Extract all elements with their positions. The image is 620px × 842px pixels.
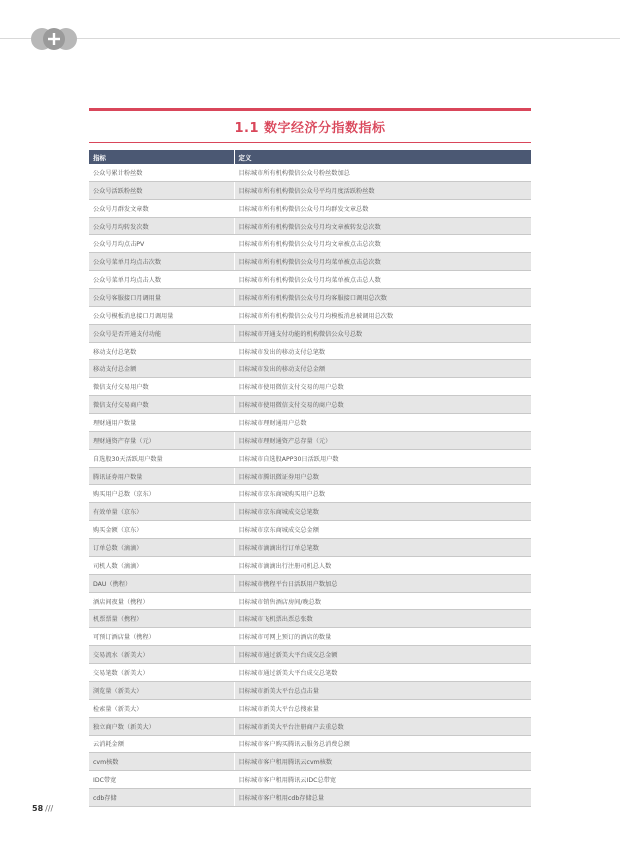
indicator-cell: IDC带宽 — [89, 771, 234, 789]
indicator-cell: 浏览量（新美大） — [89, 681, 234, 699]
definition-cell: 目标城市理财通用户总数 — [234, 414, 531, 432]
indicator-cell: 交易笔数（新美大） — [89, 664, 234, 682]
definition-cell: 目标城市所有机构微信公众号月均客服接口调用总次数 — [234, 289, 531, 307]
indicator-cell: 公众号月均点击PV — [89, 235, 234, 253]
definition-cell: 目标城市可网上预订的酒店的数量 — [234, 628, 531, 646]
table-row — [89, 664, 531, 682]
definition-cell: 目标城市新美大平台总点击量 — [234, 681, 531, 699]
table-row — [89, 628, 531, 646]
indicator-cell: 机票票量（携程） — [89, 610, 234, 628]
table-row — [89, 449, 531, 467]
table-row — [89, 574, 531, 592]
definition-cell: 目标城市京东商城成交总金额 — [234, 521, 531, 539]
definition-cell: 目标城市滴滴出行订单总笔数 — [234, 539, 531, 557]
indicator-cell: 公众号是否开通支付功能 — [89, 324, 234, 342]
table-row — [89, 396, 531, 414]
table-row — [89, 289, 531, 307]
table-body — [89, 164, 531, 806]
table-row — [89, 646, 531, 664]
definition-cell: 目标城市理财通资产总存量（元） — [234, 431, 531, 449]
table-row — [89, 789, 531, 807]
indicator-cell: DAU（携程） — [89, 574, 234, 592]
table-row — [89, 485, 531, 503]
indicator-cell: 可预订酒店量（携程） — [89, 628, 234, 646]
definition-cell: 目标城市京东商城成交总笔数 — [234, 503, 531, 521]
indicator-cell: 移动支付总金额 — [89, 360, 234, 378]
indicator-cell: 公众号活跃粉丝数 — [89, 181, 234, 199]
indicator-cell: 理财通用户数量 — [89, 414, 234, 432]
indicator-cell: 有效单量（京东） — [89, 503, 234, 521]
table-row — [89, 771, 531, 789]
indicator-cell: 自选股30天活跃用户数量 — [89, 449, 234, 467]
indicator-cell: 公众号模板消息接口月调用量 — [89, 306, 234, 324]
definition-cell: 目标城市客户租用cdb存储总量 — [234, 789, 531, 807]
indicator-cell: 微信支付交易用户数 — [89, 378, 234, 396]
definition-cell: 目标城市客户购买腾讯云服务总消费总额 — [234, 735, 531, 753]
table-row — [89, 681, 531, 699]
definition-cell: 目标城市发出的移动支付总笔数 — [234, 342, 531, 360]
definition-cell: 目标城市腾讯微证券用户总数 — [234, 467, 531, 485]
table-row — [89, 271, 531, 289]
table-row — [89, 735, 531, 753]
table-row — [89, 324, 531, 342]
table-row — [89, 235, 531, 253]
indicator-cell: 独立商户数（新美大） — [89, 717, 234, 735]
definition-cell: 目标城市所有机构微信公众号月均菜单被点击总人数 — [234, 271, 531, 289]
definition-cell: 目标城市客户租用腾讯云cvm核数 — [234, 753, 531, 771]
definition-cell: 目标城市所有机构微信公众号月均菜单被点击总次数 — [234, 253, 531, 271]
definition-cell: 目标城市自选股APP30日活跃用户数 — [234, 449, 531, 467]
definition-cell: 目标城市所有机构微信公众号平均月度活跃粉丝数 — [234, 181, 531, 199]
table-row — [89, 414, 531, 432]
table-row — [89, 521, 531, 539]
table-row — [89, 217, 531, 235]
table-header-row — [89, 150, 531, 164]
definition-cell: 目标城市销售酒店房间/晚总数 — [234, 592, 531, 610]
definition-cell: 目标城市所有机构微信公众号月均模板消息被调用总次数 — [234, 306, 531, 324]
section-title: 1.1 数字经济分指数指标 — [234, 121, 386, 136]
indicator-cell: 公众号累计粉丝数 — [89, 164, 234, 181]
indicator-cell: 检索量（新美大） — [89, 699, 234, 717]
indicator-cell: cdb存储 — [89, 789, 234, 807]
plus-logo-icon — [30, 27, 78, 51]
definition-cell: 目标城市所有机构微信公众号月均文章被点击总次数 — [234, 235, 531, 253]
indicator-cell: 云消耗金额 — [89, 735, 234, 753]
definition-cell: 目标城市所有机构微信公众号月均群发文章总数 — [234, 199, 531, 217]
page-footer — [32, 804, 53, 813]
column-header-definition: 定义 — [234, 150, 531, 164]
table-row — [89, 539, 531, 557]
indicator-cell: 交易流水（新美大） — [89, 646, 234, 664]
indicator-cell: 购买用户总数（京东） — [89, 485, 234, 503]
indicator-cell: 公众号菜单月均点击次数 — [89, 253, 234, 271]
indicator-cell: 购买金额（京东） — [89, 521, 234, 539]
definition-cell: 目标城市客户租用腾讯云IDC总带宽 — [234, 771, 531, 789]
indicator-cell: 公众号菜单月均点击人数 — [89, 271, 234, 289]
table-row — [89, 753, 531, 771]
definition-cell: 目标城市京东商城购买用户总数 — [234, 485, 531, 503]
indicator-cell: 理财通资产存量（元） — [89, 431, 234, 449]
table-row — [89, 717, 531, 735]
table-row — [89, 342, 531, 360]
definition-cell: 目标城市通过新美大平台成交总笔数 — [234, 664, 531, 682]
table-row — [89, 431, 531, 449]
page-number: 58 — [32, 804, 44, 813]
indicator-cell: 移动支付总笔数 — [89, 342, 234, 360]
section-header — [89, 111, 531, 143]
definition-cell: 目标城市携程平台日活跃用户数加总 — [234, 574, 531, 592]
indicator-cell: cvm核数 — [89, 753, 234, 771]
indicator-cell: 公众号客服接口月调用量 — [89, 289, 234, 307]
table-row — [89, 360, 531, 378]
definition-cell: 目标城市飞机票出票总张数 — [234, 610, 531, 628]
definition-cell: 目标城市所有机构微信公众号月均文章被转发总次数 — [234, 217, 531, 235]
header-rule — [0, 38, 620, 39]
indicator-cell: 公众号月均转发次数 — [89, 217, 234, 235]
definition-cell: 目标城市使用微信支付交易的用户总数 — [234, 378, 531, 396]
definition-cell: 目标城市开通支付功能的机构微信公众号总数 — [234, 324, 531, 342]
table-row — [89, 378, 531, 396]
page-marker: /// — [45, 804, 54, 813]
table-row — [89, 467, 531, 485]
table-row — [89, 610, 531, 628]
column-header-indicator: 指标 — [89, 150, 234, 164]
table-row — [89, 199, 531, 217]
indicator-cell: 酒店间夜量（携程） — [89, 592, 234, 610]
indicator-table — [89, 150, 531, 807]
definition-cell: 目标城市滴滴出行注册司机总人数 — [234, 556, 531, 574]
definition-cell: 目标城市使用微信支付交易的商户总数 — [234, 396, 531, 414]
indicator-cell: 司机人数（滴滴） — [89, 556, 234, 574]
definition-cell: 目标城市所有机构微信公众号粉丝数加总 — [234, 164, 531, 181]
table-row — [89, 556, 531, 574]
table-row — [89, 181, 531, 199]
definition-cell: 目标城市发出的移动支付总金额 — [234, 360, 531, 378]
table-row — [89, 306, 531, 324]
indicator-cell: 微信支付交易商户数 — [89, 396, 234, 414]
indicator-cell: 腾讯证券用户数量 — [89, 467, 234, 485]
indicator-cell: 订单总数（滴滴） — [89, 539, 234, 557]
table-row — [89, 592, 531, 610]
table-row — [89, 164, 531, 181]
definition-cell: 目标城市通过新美大平台成交总金额 — [234, 646, 531, 664]
table-row — [89, 699, 531, 717]
table-row — [89, 253, 531, 271]
indicator-cell: 公众号月群发文章数 — [89, 199, 234, 217]
table-row — [89, 503, 531, 521]
definition-cell: 目标城市新美大平台注册商户去重总数 — [234, 717, 531, 735]
definition-cell: 目标城市新美大平台总搜索量 — [234, 699, 531, 717]
